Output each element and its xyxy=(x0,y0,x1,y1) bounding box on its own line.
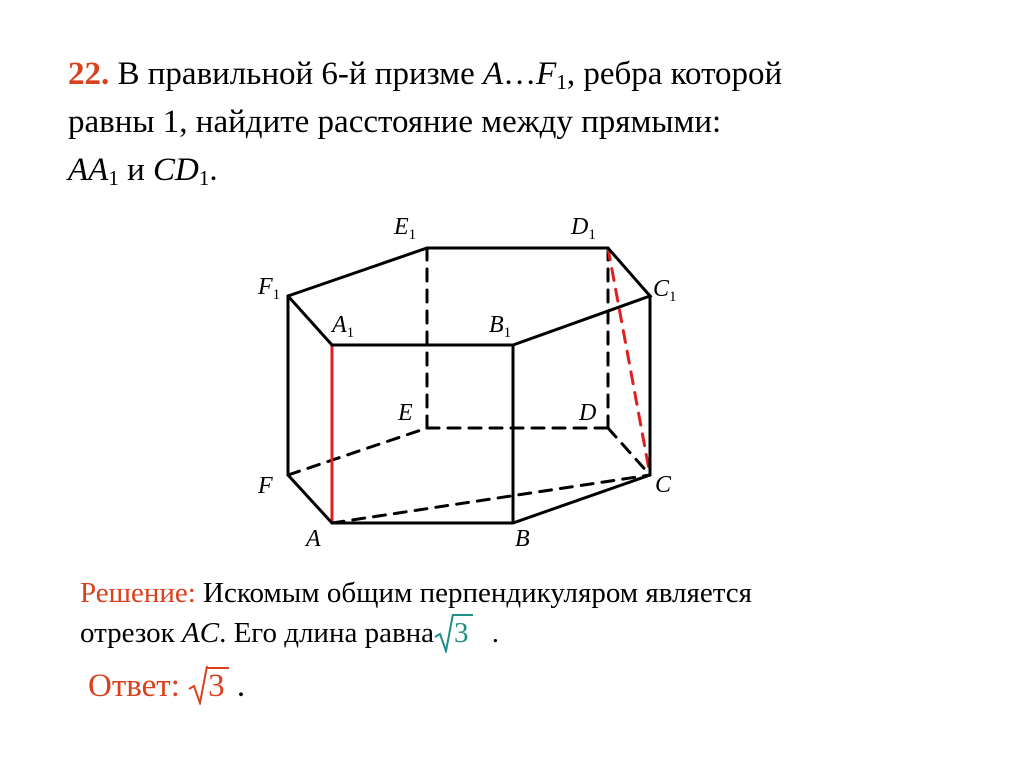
radicand: 3 xyxy=(206,667,229,703)
line-AA-text: AA xyxy=(68,152,109,188)
label-A: A xyxy=(306,526,321,552)
label-E: E xyxy=(398,400,413,426)
answer-label: Ответ: xyxy=(88,668,180,704)
solution xyxy=(80,573,940,653)
label-E1: $E_1$ xyxy=(394,214,417,243)
subscript: 1 xyxy=(198,166,210,190)
and-text: и xyxy=(118,152,153,188)
ellipsis: … xyxy=(503,56,537,92)
period: . xyxy=(491,617,500,649)
problem-line-2: равны 1, найдите расстояние между прямыми: xyxy=(68,104,722,140)
label-F: F xyxy=(258,473,273,499)
sqrt-3-value xyxy=(434,613,473,653)
segment-AC-text: AC xyxy=(182,617,220,649)
solution-heading: Решение: xyxy=(80,577,196,609)
problem-number: 22. xyxy=(68,56,110,92)
answer xyxy=(88,667,245,705)
radicand: 3 xyxy=(452,614,473,650)
label-B: B xyxy=(515,526,530,552)
answer-sqrt-3 xyxy=(188,667,229,705)
label-D1: $D_1$ xyxy=(571,214,596,243)
solution-text: отрезок xyxy=(80,617,182,649)
solution-line-2 xyxy=(80,613,940,653)
problem-text: В правильной 6-й призме xyxy=(117,56,483,92)
vertex-A-text: A xyxy=(482,56,504,92)
edge-FE xyxy=(288,428,427,475)
line-CD1 xyxy=(608,248,650,475)
radical-sign-icon xyxy=(434,613,454,653)
problem-text: , ребра которой xyxy=(566,56,783,92)
label-D: D xyxy=(579,400,597,426)
period: . xyxy=(236,668,246,704)
vertex-F-text: F xyxy=(536,56,557,92)
label-B1: $B_1$ xyxy=(489,312,512,341)
radical-sign-icon xyxy=(188,665,208,705)
solution-text: . Его длина равна xyxy=(219,617,435,649)
label-F1: $F_1$ xyxy=(258,274,281,303)
segment-AC xyxy=(332,475,650,523)
solution-line-1 xyxy=(80,573,940,613)
period: . xyxy=(209,152,218,188)
label-C: C xyxy=(655,472,672,498)
label-C1: $C_1$ xyxy=(653,276,677,305)
solution-text: Искомым общим перпендикуляром является xyxy=(195,577,752,609)
line-CD-text: CD xyxy=(153,152,199,188)
hidden-edges xyxy=(288,248,650,523)
bottom-visible-edges xyxy=(288,475,650,523)
visible-edges xyxy=(288,248,650,523)
subscript: 1 xyxy=(108,166,119,190)
label-A1: $A_1$ xyxy=(332,312,355,341)
subscript: 1 xyxy=(556,70,567,94)
